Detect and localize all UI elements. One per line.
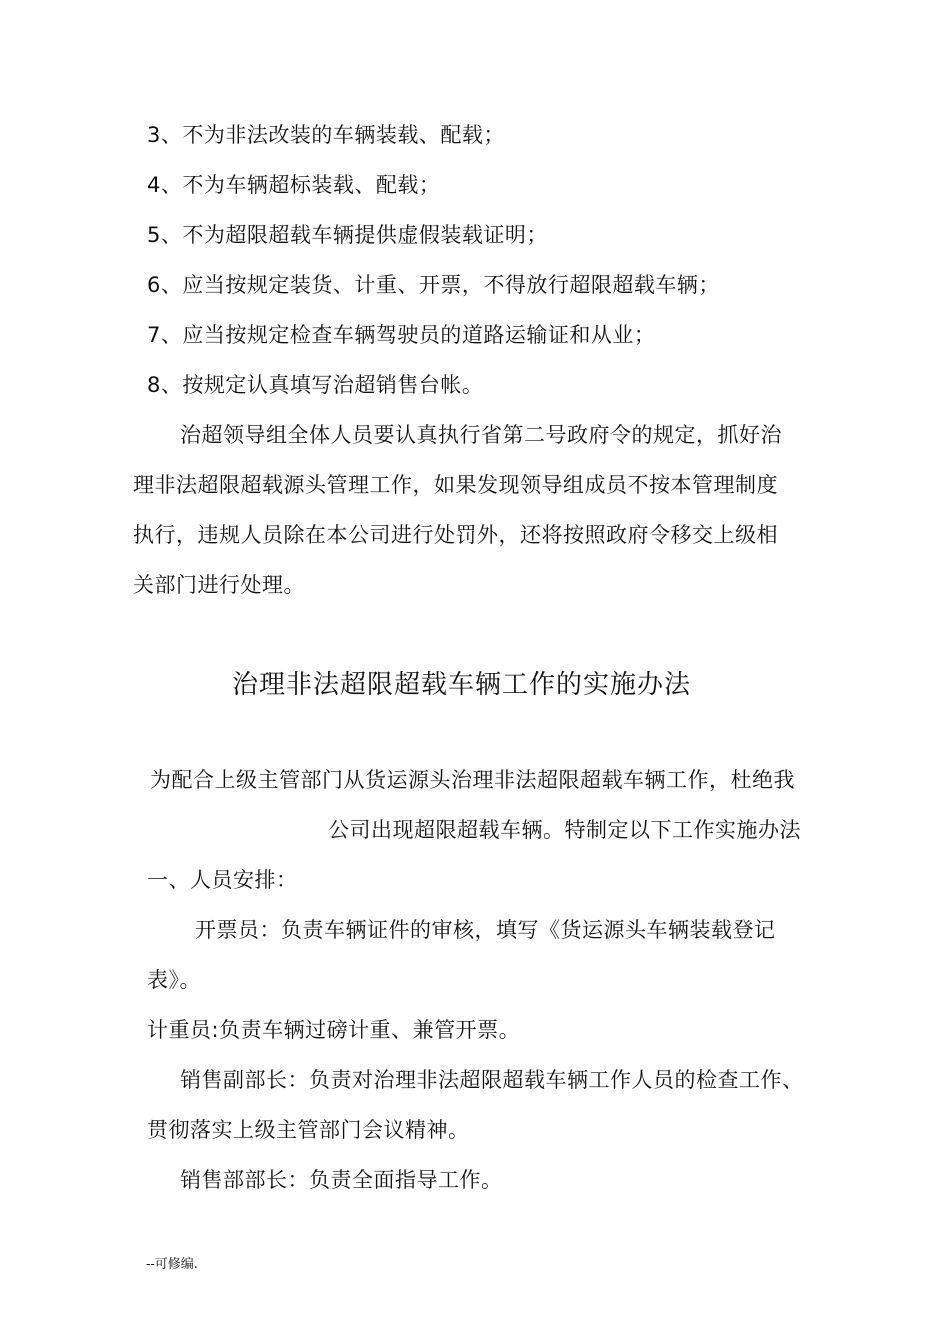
role-ticketer-line-2: 表》。 [147, 968, 201, 992]
list-item-5: 5、不为超限超载车辆提供虚假装载证明； [147, 223, 548, 247]
list-item-4: 4、不为车辆超标装载、配载； [147, 173, 441, 197]
closing-paragraph-line-3: 执行，违规人员除在本公司进行处罚外，还将按照政府令移交上级相 [133, 523, 778, 547]
list-item-3: 3、不为非法改装的车辆装载、配载； [147, 123, 505, 147]
list-item-7: 7、应当按规定检查车辆驾驶员的道路运输证和从业； [147, 323, 656, 347]
closing-paragraph-line-1: 治超领导组全体人员要认真执行省第二号政府令的规定，抓好治 [180, 423, 782, 447]
footer-note: --可修编. [146, 1257, 198, 1272]
closing-paragraph-line-2: 理非法超限超载源头管理工作，如果发现领导组成员不按本管理制度 [133, 473, 778, 497]
list-item-6: 6、应当按规定装货、计重、开票，不得放行超限超载车辆； [147, 273, 720, 297]
list-item-8: 8、按规定认真填写治超销售台帐。 [147, 373, 484, 397]
role-deputy-minister-line-2: 贯彻落实上级主管部门会议精神。 [147, 1118, 470, 1142]
role-weigher: 计重员:负责车辆过磅计重、兼管开票。 [147, 1018, 521, 1042]
intro-line-2: 公司出现超限超载车辆。特制定以下工作实施办法 [328, 818, 801, 842]
role-ticketer-line-1: 开票员：负责车辆证件的审核，填写《货运源头车辆装载登记 [195, 918, 776, 942]
role-deputy-minister-line-1: 销售副部长：负责对治理非法超限超载车辆工作人员的检查工作、 [180, 1068, 804, 1092]
section-title: 治理非法超限超载车辆工作的实施办法 [232, 670, 692, 700]
personnel-heading: 一、人员安排： [147, 868, 298, 892]
closing-paragraph-line-4: 关部门进行处理。 [133, 573, 305, 597]
intro-line-1: 为配合上级主管部门从货运源头治理非法超限超载车辆工作，杜绝我 [150, 768, 795, 792]
role-minister: 销售部部长：负责全面指导工作。 [180, 1168, 503, 1192]
